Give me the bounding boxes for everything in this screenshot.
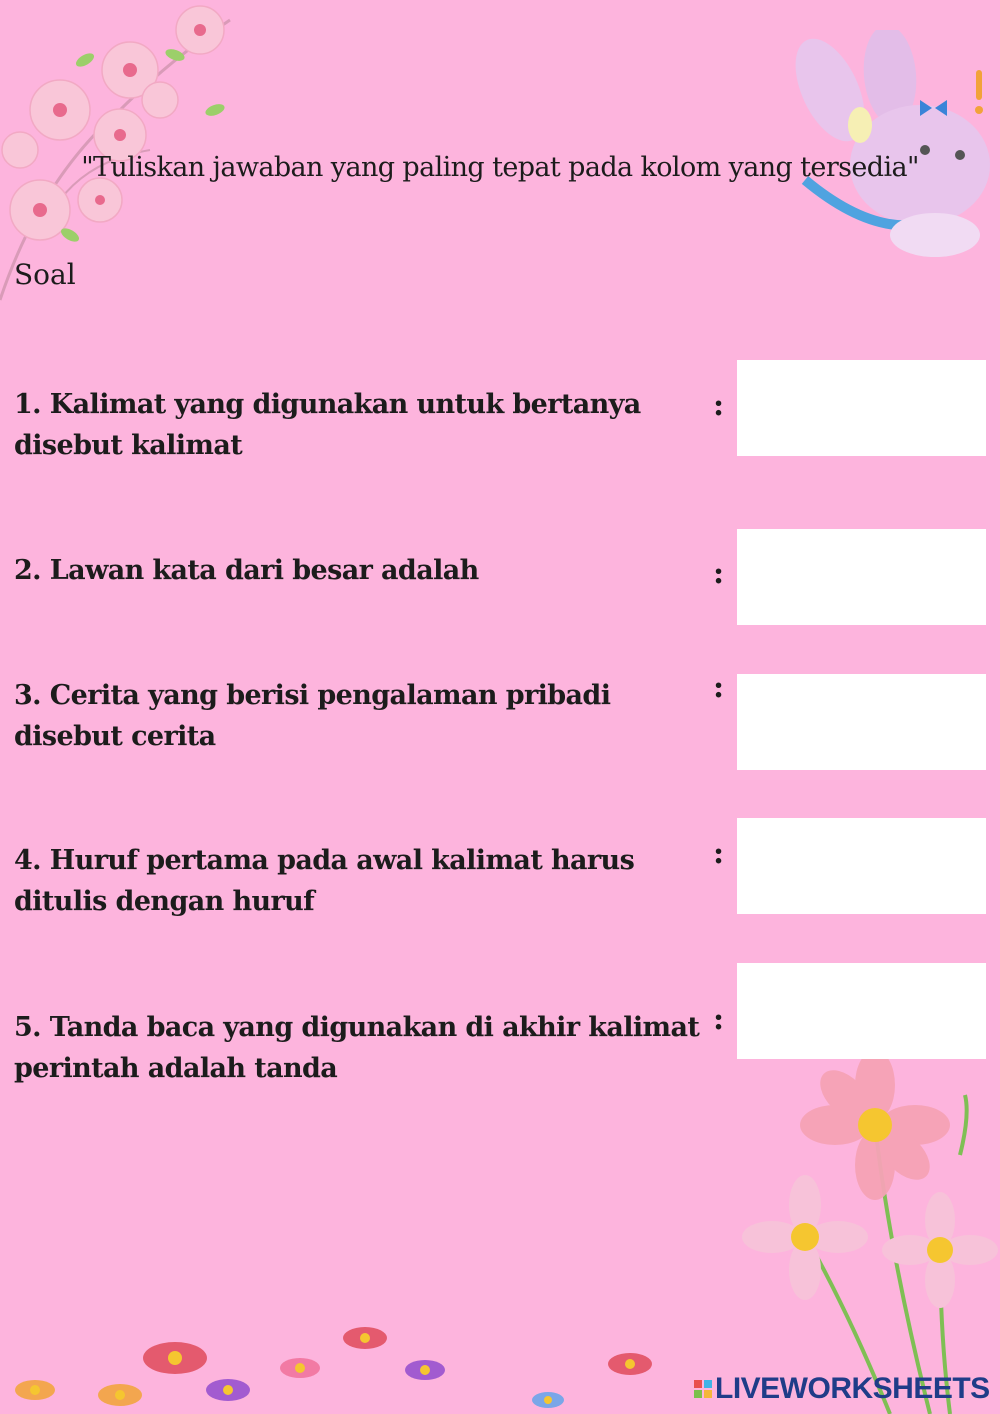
colon-separator: :: [713, 836, 725, 871]
colon-separator: :: [713, 388, 725, 423]
petals-icon: [0, 1320, 680, 1414]
cosmos-flower-icon: [740, 1055, 1000, 1414]
liveworksheets-brand[interactable]: [694, 1372, 990, 1406]
answer-input-3[interactable]: [737, 674, 986, 770]
colon-separator: :: [713, 670, 725, 705]
question-text: 5. Tanda baca yang digunakan di akhir kalimat perintah adalah tanda: [14, 1012, 700, 1084]
answer-input-2[interactable]: [737, 529, 986, 625]
instruction-text: "Tuliskan jawaban yang paling tepat pada kolom yang tersedia": [81, 152, 919, 183]
colon-separator: :: [713, 1002, 725, 1037]
question-text: 1. Kalimat yang digunakan untuk bertanya disebut kalimat: [14, 389, 641, 461]
liveworksheets-logo-icon: [694, 1380, 712, 1398]
section-title: Soal: [14, 258, 76, 291]
question-text: 4. Huruf pertama pada awal kalimat harus ditulis dengan huruf: [14, 845, 635, 917]
colon-separator: :: [713, 556, 725, 591]
question-text: 3. Cerita yang berisi pengalaman pribadi disebut cerita: [14, 680, 611, 752]
bunny-icon: [775, 30, 1000, 265]
brand-name: LIVEWORKSHEETS: [715, 1372, 990, 1405]
answer-input-5[interactable]: [737, 963, 986, 1059]
answer-input-4[interactable]: [737, 818, 986, 914]
question-text: 2. Lawan kata dari besar adalah: [14, 555, 479, 586]
answer-input-1[interactable]: [737, 360, 986, 456]
